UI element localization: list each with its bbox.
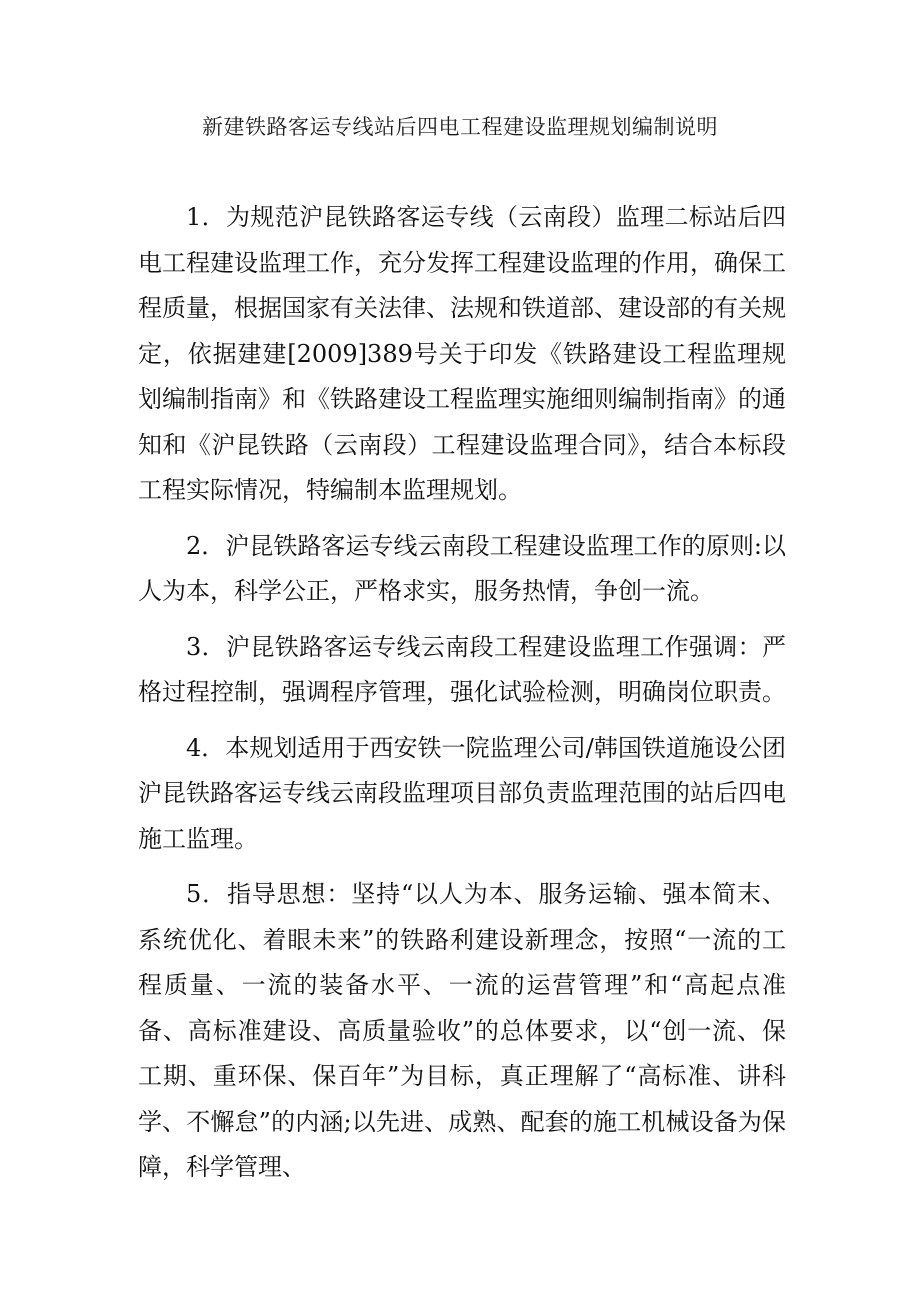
paragraph-2: 2．沪昆铁路客运专线云南段工程建设监理工作的原则:以人为本，科学公正，严格求实，服务热情，争创一流。 (138, 531, 786, 605)
paragraph-5: 5．指导思想：坚持“以人为本、服务运输、强本简末、系统优化、着眼未来”的铁路利建设新理念，按照“一流的工程质量、一流的装备水平、一流的运营管理”和“高起点准备、高标准建设、高质量验收”的总体要求，以“创一流、保工期、重环保、保百年”为目标，真正理解了“高标准、讲科学、不懈怠”的内涵;以先进、成熟、配套的施工机械设备为保障，科学管理、 (138, 880, 786, 1181)
paragraph-1: 1．为规范沪昆铁路客运专线（云南段）监理二标站后四电工程建设监理工作，充分发挥工程建设监理的作用，确保工程质量，根据国家有关法律、法规和铁道部、建设部的有关规定，依据建建[2009]389号关于印发《铁路建设工程监理规划编制指南》和《铁路建设工程监理实施细则编制指南》的通知和《沪昆铁路（云南段）工程建设监理合同》，结合本标段工程实际情况，特编制本监理规划。 (138, 203, 786, 504)
document-body (138, 195, 786, 1201)
document-title: 新建铁路客运专线站后四电工程建设监理规划编制说明 (202, 115, 718, 139)
paragraph-4: 4．本规划适用于西安铁一院监理公司/韩国铁道施设公团沪昆铁路客运专线云南段监理项目部负责监理范围的站后四电施工监理。 (138, 733, 786, 853)
paragraph-3: 3．沪昆铁路客运专线云南段工程建设监理工作强调：严格过程控制，强调程序管理，强化试验检测，明确岗位职责。 (138, 632, 786, 706)
